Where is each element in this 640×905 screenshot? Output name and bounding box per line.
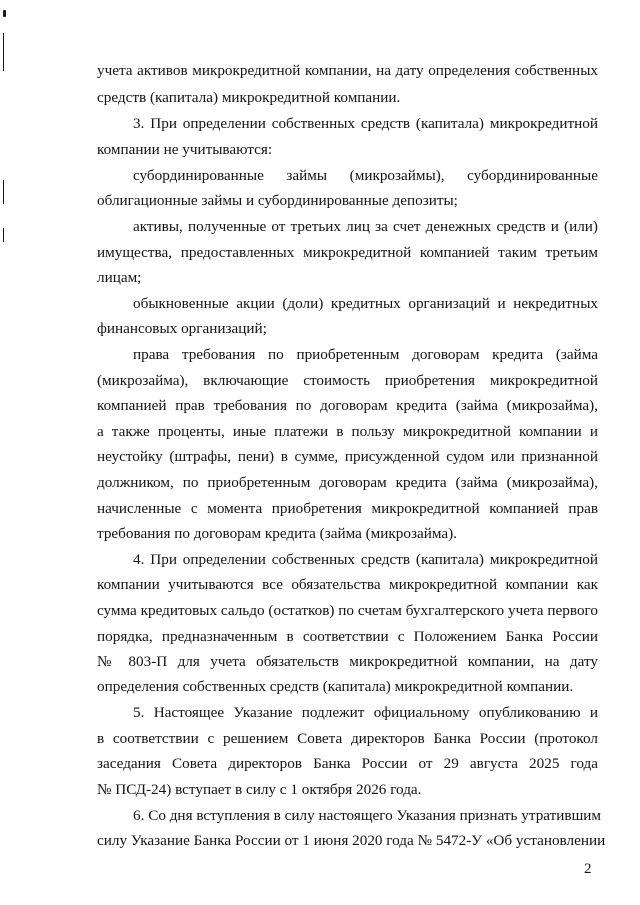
text-line: компанией прав требования по договорам кредита (займа (микрозайма), <box>97 397 598 414</box>
scan-artifact-line-3 <box>3 228 4 242</box>
list-item-start: обыкновенные акции (доли) кредитных организаций и некредитных <box>133 295 598 312</box>
list-item-start: права требования по приобретенным договорам кредита (займа <box>133 346 598 363</box>
text-line: требования по договорам кредита (займа (микрозайма). <box>97 525 457 542</box>
text-line: компании учитываются все обязательства микрокредитной компании как <box>97 576 598 593</box>
paragraph-5-start: 5. Настоящее Указание подлежит официальному опубликованию и <box>133 704 598 721</box>
text-line: в соответствии с решением Совета директоров Банка России (протокол <box>97 730 598 747</box>
text-line: финансовых организаций; <box>97 320 267 337</box>
text-line: порядка, предназначенным в соответствии с Положением Банка России <box>97 628 598 645</box>
paragraph-3-start: 3. При определении собственных средств (капитала) микрокредитной <box>133 115 598 132</box>
scan-artifact-line-2 <box>3 180 4 204</box>
text-line: заседания Совета директоров Банка России от 29 августа 2025 года <box>97 755 598 772</box>
paragraph-6-start: 6. Со дня вступления в силу настоящего Указания признать утратившим <box>133 807 601 824</box>
text-line: сумма кредитовых сальдо (остатков) по счетам бухгалтерского учета первого <box>97 602 598 619</box>
scan-artifact-top <box>3 10 6 17</box>
text-line: а также проценты, иные платежи в пользу микрокредитной компании и <box>97 423 598 440</box>
text-line: силу Указание Банка России от 1 июня 2020 года № 5472-У «Об установлении <box>97 832 606 849</box>
text-line: лицам; <box>97 269 142 286</box>
text-line: № 803-П для учета обязательств микрокредитной компании, на дату <box>97 653 598 670</box>
text-line: компании не учитываются: <box>97 141 273 158</box>
text-line: учета активов микрокредитной компании, на дату определения собственных <box>97 62 598 79</box>
text-line: № ПСД-24) вступает в силу с 1 октября 2026 года. <box>97 781 422 798</box>
text-line: неустойку (штрафы, пени) в сумме, присужденной судом или признанной <box>97 448 598 465</box>
paragraph-4-start: 4. При определении собственных средств (капитала) микрокредитной <box>133 551 598 568</box>
text-line: начисленные с момента приобретения микрокредитной компанией прав <box>97 500 598 517</box>
list-item-start: активы, полученные от третьих лиц за счет денежных средств и (или) <box>133 218 598 235</box>
text-line: имущества, предоставленных микрокредитной компанией таким третьим <box>97 244 598 261</box>
list-item-start: субординированные займы (микрозаймы), субординированные <box>133 167 598 184</box>
text-line: средств (капитала) микрокредитной компании. <box>97 89 401 106</box>
page-number: 2 <box>584 861 592 877</box>
text-line: (микрозайма), включающие стоимость приобретения микрокредитной <box>97 372 598 389</box>
text-line: должником, по приобретенным договорам кредита (займа (микрозайма), <box>97 474 598 491</box>
scan-artifact-line-1 <box>3 33 4 71</box>
text-line: облигационные займы и субординированные депозиты; <box>97 192 458 209</box>
text-line: определения собственных средств (капитала) микрокредитной компании. <box>97 678 574 695</box>
